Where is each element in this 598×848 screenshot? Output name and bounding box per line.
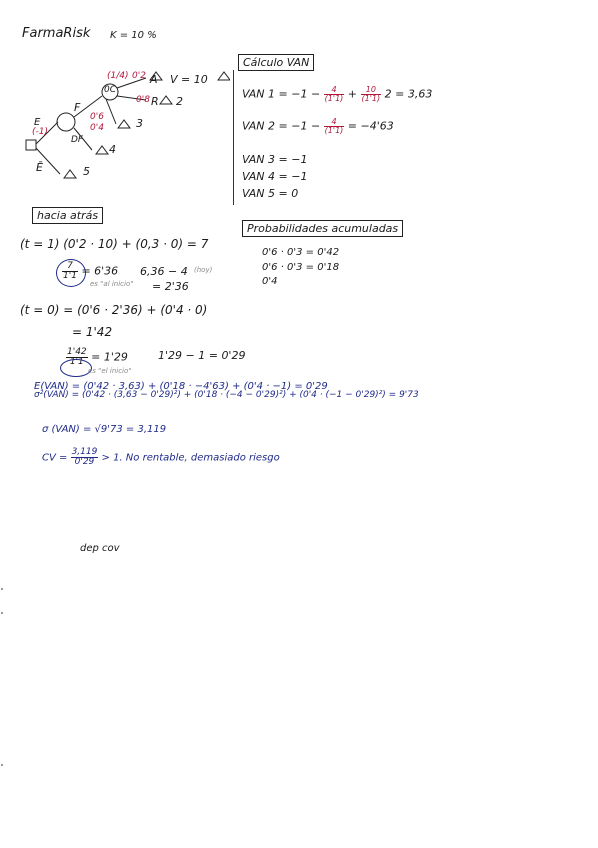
chance-node-f <box>57 113 75 131</box>
tree-node-f: F <box>74 101 81 114</box>
t1-fraction: $\frac{7}{1'1}$ <box>63 261 77 281</box>
backward-section-title: hacia atrás <box>32 207 103 224</box>
tree-label-e: E <box>34 117 41 128</box>
van-line-1 <box>242 86 432 103</box>
company-title: FarmaRisk <box>22 26 91 41</box>
tree-prob-f: 0'6 <box>90 112 104 122</box>
tree-prob-e: (-1) <box>32 127 48 137</box>
decision-node-start <box>26 140 36 150</box>
t1-result-2: = 2'36 <box>152 280 189 293</box>
terminal-3 <box>118 120 130 128</box>
t0-fraction: $\frac{1'42}{1'1}$ <box>67 347 87 367</box>
cv-fraction: $\frac{3,119}{0'29}$ <box>71 447 98 467</box>
cv-lhs: CV = <box>42 452 68 464</box>
column-divider <box>233 70 234 205</box>
van-line-4: VAN 4 = −1 <box>242 170 308 183</box>
van2-lhs: VAN 2 = −1 − <box>242 119 321 133</box>
t1-equation: (t = 1) (0'2 · 10) + (0,3 · 0) = 7 <box>20 237 209 251</box>
tree-node-a-label: V = 10 <box>170 73 208 86</box>
van1-plus: + <box>347 87 358 101</box>
tree-value-5: 5 <box>83 165 90 178</box>
t1-subtraction: 6,36 − 4 <box>140 265 188 278</box>
terminal-5 <box>64 170 76 178</box>
prob-line-2: 0'6 · 0'3 = 0'18 <box>262 262 340 273</box>
margin-mark <box>1 612 3 614</box>
prob-line-3: 0'4 <box>262 276 278 287</box>
footer-note: dep cov <box>80 543 120 554</box>
tree-value-3: 3 <box>136 117 143 130</box>
t1-circle-mark <box>56 259 86 287</box>
t1-note: (hoy) <box>194 266 213 274</box>
van-line-5: VAN 5 = 0 <box>242 187 299 200</box>
branch-3 <box>106 99 116 124</box>
t0-caption: es "el inicio" <box>88 367 132 375</box>
van1-lhs: VAN 1 = −1 − <box>242 87 321 101</box>
tree-node-a: A <box>150 73 158 86</box>
van1-fraction-1: $\frac{4}{(1'1)}$ <box>324 85 344 103</box>
expected-van: E(VAN) = (0'42 · 3,63) + (0'18 · −4'63) + (0'4 · −1) = 0'29 <box>34 381 328 392</box>
van2-result: = −4'63 <box>347 119 394 133</box>
van1-result: 2 = 3,63 <box>384 87 433 101</box>
tree-prob-df: 0'4 <box>90 123 104 133</box>
t1-result: = 6'36 <box>81 264 119 278</box>
cv-line <box>42 448 280 467</box>
t0-result-2: = 1'29 <box>91 350 128 364</box>
van-line-2 <box>242 118 394 135</box>
van-section-title: Cálculo VAN <box>238 54 314 71</box>
terminal-4 <box>96 146 108 154</box>
t0-result: = 1'42 <box>72 325 113 339</box>
t0-equation: (t = 0) = (0'6 · 2'36) + (0'4 · 0) <box>20 303 208 317</box>
margin-mark <box>1 764 3 766</box>
margin-mark <box>1 588 3 590</box>
discount-rate: K = 10 % <box>110 30 157 41</box>
prob-line-1: 0'6 · 0'3 = 0'42 <box>262 247 340 258</box>
terminal-a-value <box>218 72 230 80</box>
tree-node-df: DF <box>71 135 84 145</box>
cv-conclusion: > 1. No rentable, demasiado riesgo <box>101 452 280 464</box>
variance-van: σ²(VAN) = (0'42 · (3,63 − 0'29)²) + (0'18 · (−4 − 0'29)²) + (0'4 · (−1 − 0'29)²) = 9'73 <box>34 390 419 400</box>
tree-label-e-bar: Ē <box>36 161 43 174</box>
van1-fraction-2: $\frac{10}{(1'1)}$ <box>361 85 381 103</box>
tree-prob-top2: 0'2 <box>132 71 146 81</box>
tree-prob-r: 0'8 <box>136 95 150 105</box>
std-dev-van: σ (VAN) = √9'73 = 3,119 <box>42 424 167 435</box>
tree-value-4: 4 <box>109 143 116 156</box>
van2-fraction: $\frac{4}{(1'1)}$ <box>324 117 344 135</box>
t0-subtraction: 1'29 − 1 = 0'29 <box>158 349 246 362</box>
van-line-3: VAN 3 = −1 <box>242 153 308 166</box>
terminal-r <box>160 96 172 104</box>
t1-caption: es "al inicio" <box>90 280 134 288</box>
tree-node-r: R <box>151 95 159 108</box>
tree-node-r-value: 2 <box>176 95 183 108</box>
tree-prob-top: (1/4) <box>107 71 129 81</box>
tree-label-oc: 0C <box>104 85 117 95</box>
prob-section-title: Probabilidades acumuladas <box>242 220 403 237</box>
